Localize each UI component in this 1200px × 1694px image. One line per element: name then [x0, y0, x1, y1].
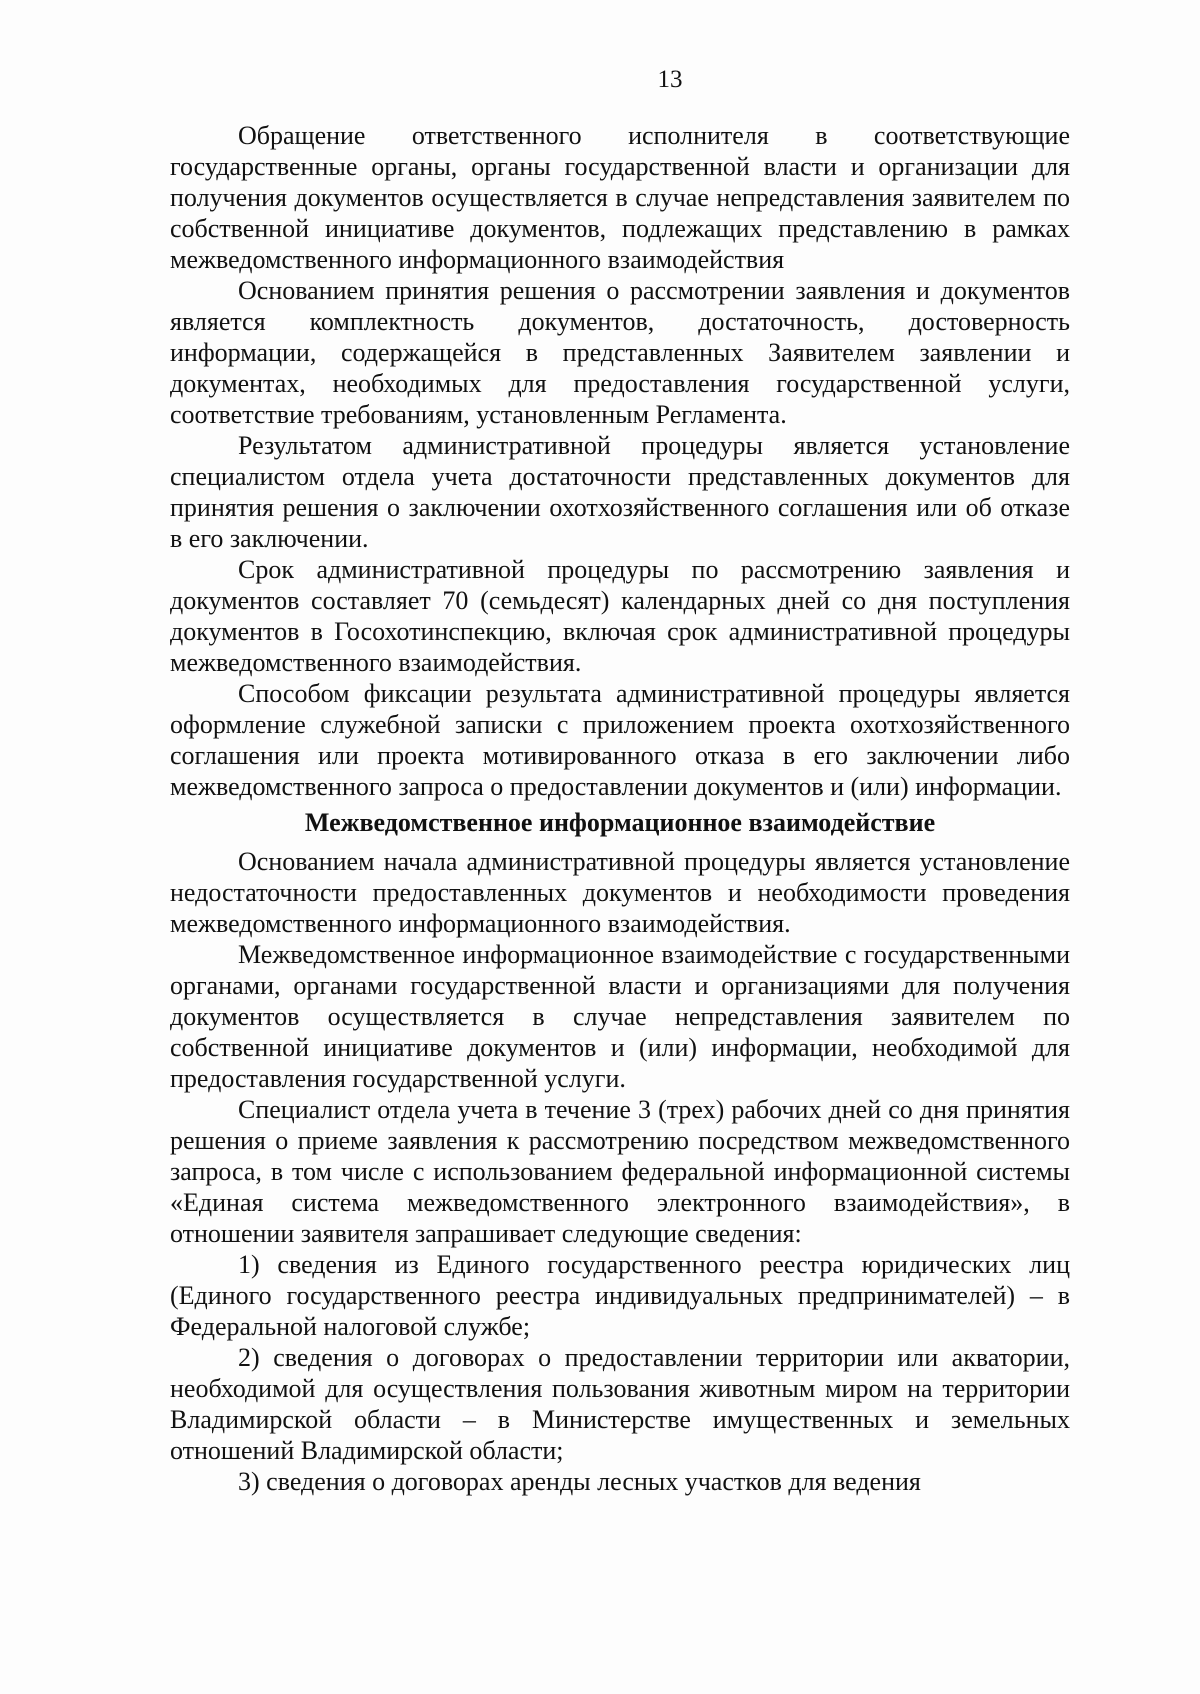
- paragraph-interaction-scope: Межведомственное информационное взаимодействие с государственными органами, органами государственной власти и организациями для получения документов осуществляется в случае непредставления заявителем по собственной инициативе документов и (или) информации, необходимой для предоставления государственной услуги.: [170, 940, 1070, 1093]
- list-item-1: 1) сведения из Единого государственного реестра юридических лиц (Единого государственного реестра индивидуальных предпринимателей) – в Федеральной налоговой службе;: [170, 1250, 1070, 1341]
- section-heading: Межведомственное информационное взаимодействие: [304, 808, 936, 837]
- paragraph-request-to-authorities: Обращение ответственного исполнителя в соответствующие государственные органы, органы государственной власти и организации для получения документов осуществляется в случае непредставления заявителем по собственной инициативе документов, подлежащих представлению в рамках межведомственного информационного взаимодействия: [170, 121, 1070, 274]
- paragraph-result-fixation: Способом фиксации результата административной процедуры является оформление служебной записки с приложением проекта охотхозяйственного соглашения или проекта мотивированного отказа в его заключении либо межведомственного запроса о предоставлении документов и (или) информации.: [170, 679, 1070, 801]
- paragraph-procedure-term: Срок административной процедуры по рассмотрению заявления и документов составляет 70 (семьдесят) календарных дней со дня поступления документов в Госохотинспекцию, включая срок административной процедуры межведомственного взаимодействия.: [170, 555, 1070, 677]
- list-item-2: 2) сведения о договорах о предоставлении территории или акватории, необходимой для осуществления пользования животным миром на территории Владимирской области – в Министерстве имущественных и земельных отношений Владимирской области;: [170, 1343, 1070, 1465]
- paragraph-procedure-result: Результатом административной процедуры является установление специалистом отдела учета достаточности представленных документов для принятия решения о заключении охотхозяйственного соглашения или об отказе в его заключении.: [170, 431, 1070, 553]
- page-number: 13: [657, 66, 683, 93]
- list-item-3: 3) сведения о договорах аренды лесных участков для ведения: [238, 1467, 921, 1496]
- document-body: [170, 120, 1070, 1497]
- paragraph-specialist-request: Специалист отдела учета в течение 3 (трех) рабочих дней со дня принятия решения о приеме заявления к рассмотрению посредством межведомственного запроса, в том числе с использованием федеральной информационной системы «Единая система межведомственного электронного взаимодействия», в отношении заявителя запрашивает следующие сведения:: [170, 1095, 1070, 1248]
- paragraph-interaction-basis: Основанием начала административной процедуры является установление недостаточности предоставленных документов и необходимости проведения межведомственного информационного взаимодействия.: [170, 847, 1070, 938]
- paragraph-decision-basis: Основанием принятия решения о рассмотрении заявления и документов является комплектность документов, достаточность, достоверность информации, содержащейся в представленных Заявителем заявлении и документах, необходимых для предоставления государственной услуги, соответствие требованиям, установленным Регламента.: [170, 276, 1070, 429]
